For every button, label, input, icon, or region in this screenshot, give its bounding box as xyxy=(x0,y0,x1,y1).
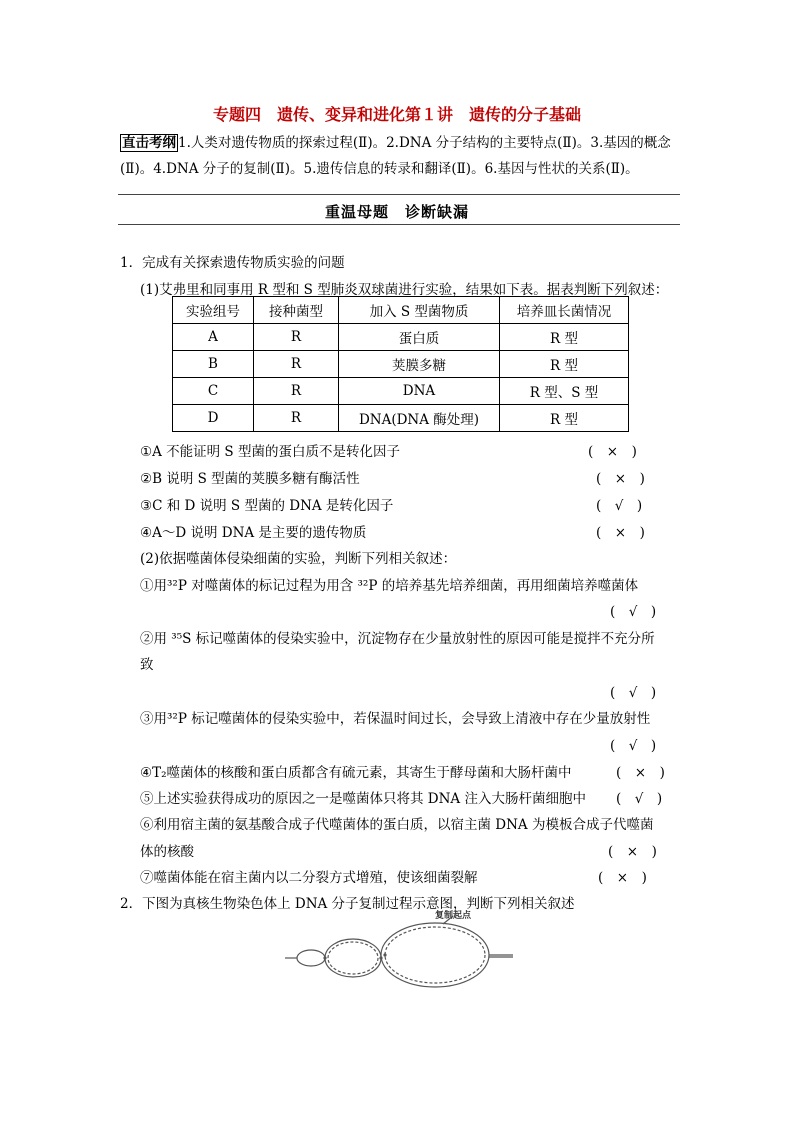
item-text: ⑦噬菌体能在宿主菌内以二分裂方式增殖，使该细菌裂解 xyxy=(140,870,478,886)
table-cell: 荚膜多糖 xyxy=(339,351,500,378)
answer-mark: ( √ ) xyxy=(610,738,657,754)
item-text: ①用³²P 对噬菌体的标记过程为用含 ³²P 的培养基先培养细菌，再用细菌培养噬菌体 xyxy=(140,578,639,594)
table-header: 实验组号 xyxy=(173,297,254,324)
answer-mark: ( √ ) xyxy=(596,498,643,514)
table-row xyxy=(173,378,629,405)
q1-stem: 1．完成有关探索遗传物质实验的问题 xyxy=(120,255,345,271)
outline-label: 直击考纲 xyxy=(122,135,176,151)
page-title: 专题四 遗传、变异和进化第１讲 遗传的分子基础 xyxy=(212,105,581,124)
divider-bottom xyxy=(118,224,680,225)
table-cell: R xyxy=(254,351,339,378)
table-header: 接种菌型 xyxy=(254,297,339,324)
item-text: ③用³²P 标记噬菌体的侵染实验中，若保温时间过长，会导致上清液中存在少量放射性 xyxy=(140,711,651,727)
answer-mark: ( × ) xyxy=(616,765,665,781)
table-row xyxy=(173,405,629,432)
answer-mark: ( × ) xyxy=(588,444,637,460)
item-text: ③C 和 D 说明 S 型菌的 DNA 是转化因子 xyxy=(140,498,394,514)
answer-mark: ( √ ) xyxy=(610,685,657,701)
dna-replication-figure xyxy=(285,910,515,1000)
table-header: 培养皿长菌情况 xyxy=(500,297,629,324)
outline-text: 1.人类对遗传物质的探索过程(Ⅱ)。2.DNA 分子结构的主要特点(Ⅱ)。3.基因的概念(Ⅱ)。4.DNA 分子的复制(Ⅱ)。5.遗传信息的转录和翻译(Ⅱ)。6.基因与性状的关系(Ⅱ)。 xyxy=(120,135,671,177)
table-cell: C xyxy=(173,378,254,405)
table-cell: DNA(DNA 酶处理) xyxy=(339,405,500,432)
q1-part2: (2)依据噬菌体侵染细菌的实验，判断下列相关叙述： xyxy=(140,551,457,567)
divider-top xyxy=(118,194,680,195)
item-text: ②B 说明 S 型菌的荚膜多糖有酶活性 xyxy=(140,471,360,487)
item-text: 体的核酸 xyxy=(140,844,194,860)
item-text: ①A 不能证明 S 型菌的蛋白质不是转化因子 xyxy=(140,444,400,460)
table-cell: R 型 xyxy=(500,324,629,351)
answer-mark: ( × ) xyxy=(596,471,645,487)
item-text: ⑥利用宿主菌的氨基酸合成子代噬菌体的蛋白质，以宿主菌 DNA 为模板合成子代噬菌 xyxy=(140,817,654,833)
table-cell: B xyxy=(173,351,254,378)
table-cell: D xyxy=(173,405,254,432)
table-cell: R xyxy=(254,405,339,432)
table-cell: R 型 xyxy=(500,405,629,432)
answer-mark: ( × ) xyxy=(598,870,647,886)
table-cell: R 型、S 型 xyxy=(500,378,629,405)
table-cell: R xyxy=(254,378,339,405)
answer-mark: ( √ ) xyxy=(610,604,657,620)
answer-mark: ( × ) xyxy=(608,844,657,860)
item-text: ⑤上述实验获得成功的原因之一是噬菌体只将其 DNA 注入大肠杆菌细胞中 xyxy=(140,791,586,807)
answer-mark: ( × ) xyxy=(596,525,645,541)
table-cell: 蛋白质 xyxy=(339,324,500,351)
table-cell: DNA xyxy=(339,378,500,405)
table-cell: R 型 xyxy=(500,351,629,378)
table-header: 加入 S 型菌物质 xyxy=(339,297,500,324)
experiment-table xyxy=(172,296,629,432)
exam-outline xyxy=(120,130,680,182)
item-text: ④T₂噬菌体的核酸和蛋白质都含有硫元素，其寄生于酵母菌和大肠杆菌中 xyxy=(140,765,572,781)
q2-stem: 2．下图为真核生物染色体上 DNA 分子复制过程示意图，判断下列相关叙述 xyxy=(120,896,575,912)
item-text: 致 xyxy=(140,657,154,673)
answer-mark: ( √ ) xyxy=(616,791,663,807)
section-title: 重温母题 诊断缺漏 xyxy=(324,203,469,221)
item-text: ④A～D 说明 DNA 是主要的遗传物质 xyxy=(140,525,367,541)
table-cell: A xyxy=(173,324,254,351)
item-text: ②用 ³⁵S 标记噬菌体的侵染实验中，沉淀物存在少量放射性的原因可能是搅拌不充分所 xyxy=(140,631,655,647)
table-cell: R xyxy=(254,324,339,351)
q1-part1: (1)艾弗里和同事用 R 型和 S 型肺炎双球菌进行实验，结果如下表。据表判断下列叙述： xyxy=(140,282,669,298)
table-header-row xyxy=(173,297,629,324)
figure-label: 复制起点 xyxy=(435,911,472,921)
table-row xyxy=(173,324,629,351)
table-row xyxy=(173,351,629,378)
